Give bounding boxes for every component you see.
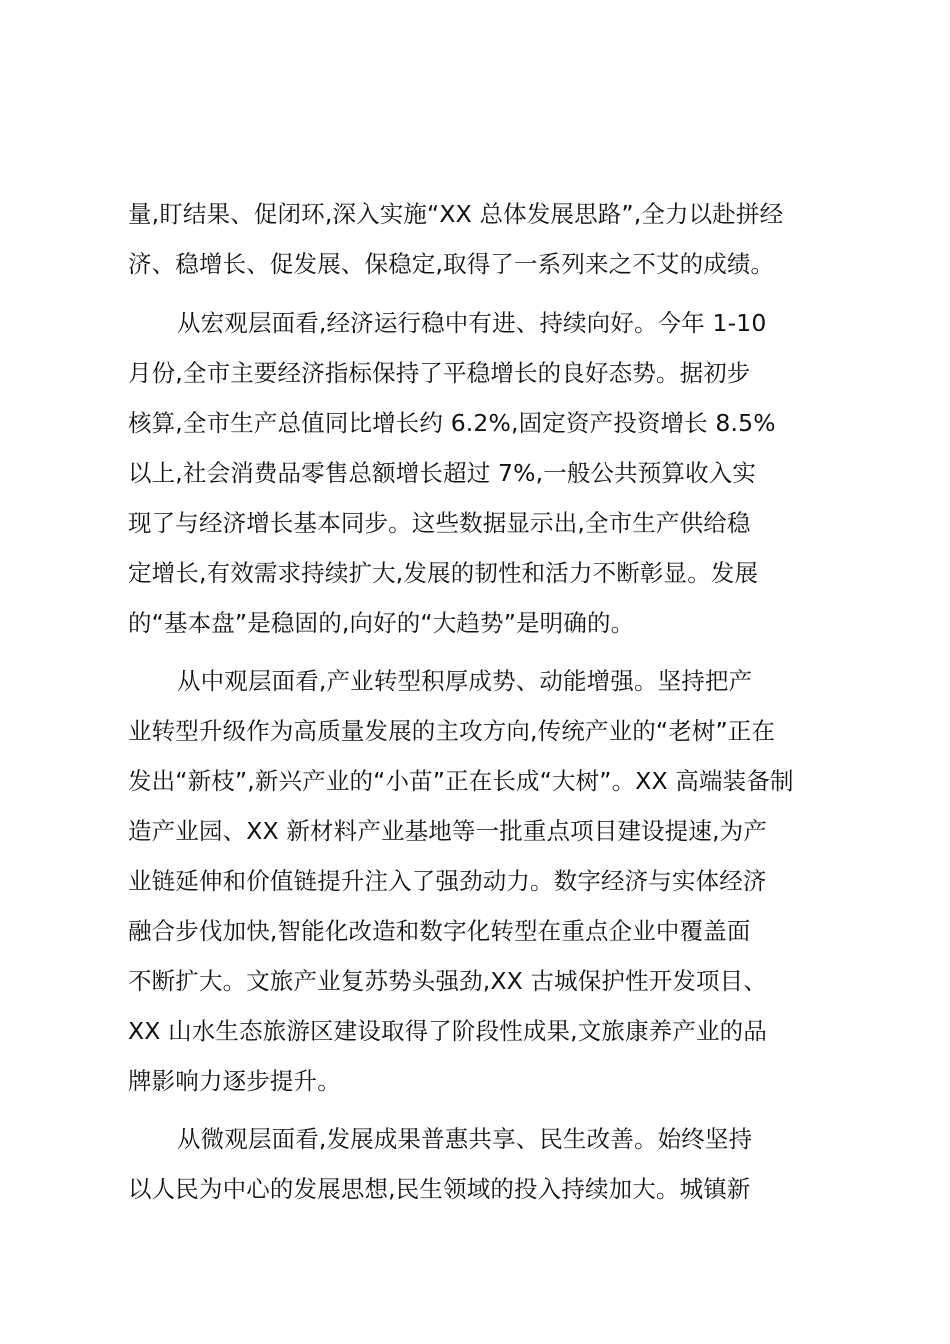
paragraph-4-line-2: 以人民为中心的发展思想,民生领域的投入持续加大。城镇新 [128, 1175, 751, 1203]
paragraph-1-line-1: 量,盯结果、促闭环,深入实施“XX 总体发展思路”,全力以赴拼经 [128, 200, 784, 228]
paragraph-3-line-6: 融合步伐加快,智能化改造和数字化转型在重点企业中覆盖面 [128, 917, 751, 945]
paragraph-3-line-4: 造产业园、XX 新材料产业基地等一批重点项目建设提速,为产 [128, 817, 767, 845]
paragraph-2-line-4: 以上,社会消费品零售总额增长超过 7%,一般公共预算收入实 [128, 459, 757, 487]
paragraph-3-line-9: 牌影响力逐步提升。 [128, 1067, 341, 1095]
paragraph-2-line-3: 核算,全市生产总值同比增长约 6.2%,固定资产投资增长 8.5% [128, 409, 776, 437]
paragraph-2-line-2: 月份,全市主要经济指标保持了平稳增长的良好态势。据初步 [128, 359, 751, 387]
paragraph-4-line-1: 从微观层面看,发展成果普惠共享、民生改善。始终坚持 [177, 1125, 753, 1153]
paragraph-2-line-5: 现了与经济增长基本同步。这些数据显示出,全市生产供给稳 [128, 509, 751, 537]
paragraph-1-line-2: 济、稳增长、促发展、保稳定,取得了一系列来之不艾的成绩。 [128, 250, 775, 278]
paragraph-3-line-3: 发出“新枝”,新兴产业的“小苗”正在长成“大树”。XX 高端装备制 [128, 767, 794, 795]
paragraph-3-line-8: XX 山水生态旅游区建设取得了阶段性成果,文旅康养产业的品 [128, 1017, 767, 1045]
paragraph-3-line-7: 不断扩大。文旅产业复苏势头强劲,XX 古城保护性开发项目、 [128, 967, 767, 995]
paragraph-3-line-1: 从中观层面看,产业转型积厚成势、动能增强。坚持把产 [177, 667, 753, 695]
paragraph-3-line-2: 业转型升级作为高质量发展的主攻方向,传统产业的“老树”正在 [128, 717, 776, 745]
paragraph-2-line-1: 从宏观层面看,经济运行稳中有进、持续向好。今年 1-10 [177, 309, 767, 337]
paragraph-2-line-7: 的“基本盘”是稳固的,向好的“大趋势”是明确的。 [128, 609, 635, 637]
paragraph-2-line-6: 定增长,有效需求持续扩大,发展的韧性和活力不断彰显。发展 [128, 559, 759, 587]
paragraph-3-line-5: 业链延伸和价值链提升注入了强劲动力。数字经济与实体经济 [128, 867, 767, 895]
